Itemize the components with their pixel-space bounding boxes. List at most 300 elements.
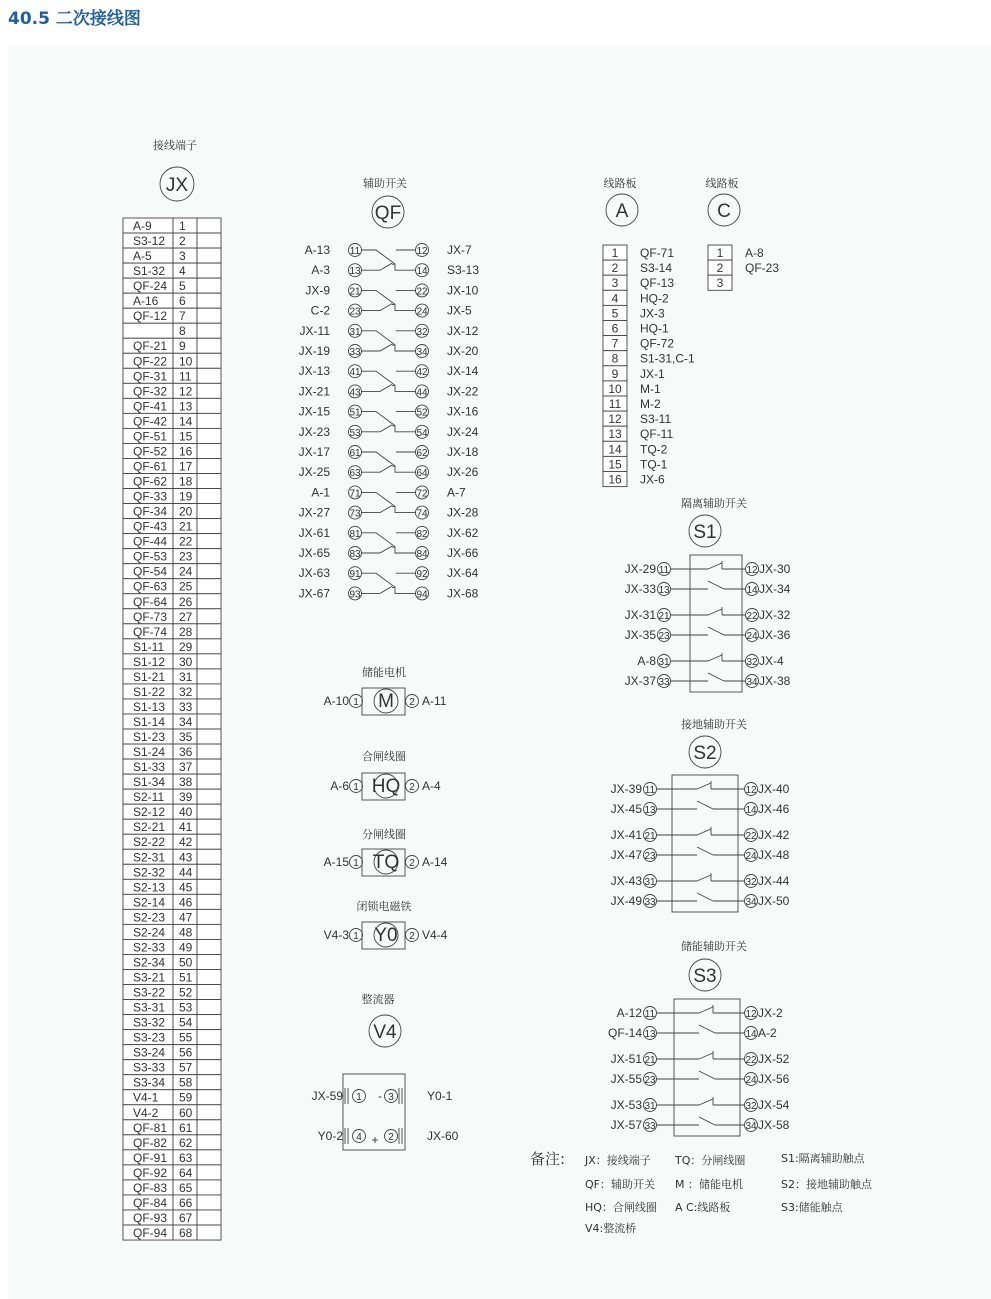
jx-row-number: 52 [179, 985, 193, 1000]
rectifier-left-label: Y0-2 [317, 1129, 343, 1143]
jx-row-number: 27 [179, 609, 193, 624]
switch-left-label: JX-45 [610, 802, 642, 816]
contact-blade [362, 412, 396, 426]
board-row-label: S1-31,C-1 [640, 351, 695, 366]
jx-row-label: QF-81 [133, 1120, 168, 1135]
jx-row-label: V4-1 [133, 1090, 159, 1105]
contact-blade [362, 425, 393, 432]
terminal-number: 14 [416, 266, 428, 278]
jx-blank-cell [197, 293, 221, 308]
jx-row-number: 58 [179, 1075, 193, 1090]
jx-row-label: S2-21 [133, 820, 166, 835]
terminal-number: 13 [644, 1029, 656, 1040]
jx-row [123, 458, 221, 473]
jx-row-label: S2-12 [133, 805, 166, 820]
jx-row [123, 834, 221, 849]
board_c-title: 线路板 [705, 177, 739, 190]
jx-blank-cell [197, 669, 221, 684]
jx-row [123, 1165, 221, 1180]
jx-row-number: 55 [179, 1030, 193, 1045]
terminal-number: 14 [745, 1029, 757, 1040]
jx-blank-cell [197, 1105, 221, 1120]
notes-legend [530, 1150, 873, 1235]
qf-left-label: JX-21 [298, 384, 330, 399]
wire [392, 345, 416, 351]
jx-row [123, 1060, 221, 1075]
jx-row [123, 564, 221, 579]
jx-blank-cell [197, 1090, 221, 1105]
jx-blank-cell [197, 970, 221, 985]
terminal-number: 22 [416, 286, 428, 298]
board-row-number: 5 [611, 306, 619, 321]
switch-row [611, 893, 790, 908]
qf-left-label: C-2 [310, 303, 330, 318]
jx-row-number: 66 [179, 1195, 193, 1210]
jx-blank-cell [197, 1075, 221, 1090]
switch-title: 接地辅助开关 [681, 718, 747, 731]
jx-row [123, 579, 221, 594]
jx-row [123, 774, 221, 789]
jx-row [123, 970, 221, 985]
note-item: JX：接线端子 [585, 1154, 651, 1167]
wire [392, 305, 416, 311]
jx-row-label: QF-34 [133, 504, 168, 519]
board-row-number: 2 [716, 261, 724, 276]
terminal-number: 21 [644, 1055, 656, 1066]
board-row-label: QF-71 [640, 246, 675, 260]
jx-blank-cell [197, 729, 221, 744]
switch-left-label: JX-53 [610, 1098, 642, 1112]
terminal-number: 52 [416, 407, 428, 419]
jx-blank-cell [197, 879, 221, 894]
contact-blade [699, 1007, 713, 1013]
contact-blade [699, 1099, 713, 1105]
terminal-number: 12 [746, 565, 758, 576]
board-row-number: 6 [611, 321, 619, 336]
terminal-number: 1 [353, 782, 359, 793]
device-symbol: HQ [371, 776, 401, 797]
jx-row-label: QF-24 [133, 279, 168, 294]
jx-row-label: QF-52 [133, 444, 168, 459]
jx-row-number: 14 [179, 414, 193, 429]
jx-row-number: 22 [179, 534, 193, 549]
device-left-label: A-6 [330, 779, 349, 793]
switch-right-label: JX-54 [758, 1098, 790, 1112]
jx-row [123, 489, 221, 504]
board_c [706, 176, 780, 290]
qf-row [300, 324, 479, 345]
contact-blade [697, 801, 713, 809]
qf-row [311, 485, 466, 506]
contact-blade [362, 384, 393, 391]
switch-left-label: JX-57 [610, 1118, 642, 1132]
contact-blade [708, 673, 724, 681]
terminal-number: 32 [416, 326, 428, 338]
jx-blank-cell [197, 594, 221, 609]
switch-s2 [611, 717, 790, 912]
terminal-number: 1 [356, 1092, 362, 1103]
terminal-number: 82 [416, 528, 428, 540]
jx-blank-cell [197, 954, 221, 969]
qf-row [299, 405, 479, 426]
jx-row-number: 36 [179, 745, 193, 760]
qf-left-label: JX-9 [305, 283, 330, 298]
board_a [603, 176, 695, 487]
jx-row-number: 1 [179, 219, 186, 233]
switch-left-label: JX-29 [624, 562, 656, 576]
jx-row [123, 1030, 221, 1045]
switch-row [611, 827, 790, 842]
jx-row-label: QF-84 [133, 1195, 168, 1210]
terminal-number: 23 [658, 631, 670, 642]
jx-row-label: S1-32 [133, 264, 166, 279]
jx-blank-cell [197, 759, 221, 774]
jx-blank-cell [197, 789, 221, 804]
switch-left-label: JX-33 [624, 582, 656, 596]
qf-left-label: JX-61 [298, 525, 330, 540]
jx-blank-cell [197, 624, 221, 639]
terminal-number: 32 [745, 877, 757, 888]
terminal-number: 12 [745, 785, 757, 796]
jx-row-label: QF-22 [133, 354, 168, 369]
jx-row-label: QF-21 [133, 339, 168, 354]
device-right-label: A-11 [422, 694, 447, 708]
contact-blade [362, 492, 396, 506]
note-item: QF：辅助开关 [585, 1178, 655, 1191]
jx-row [123, 504, 221, 519]
jx-row [123, 549, 221, 564]
switch-right-label: JX-32 [759, 608, 791, 622]
jx-row-number: 25 [179, 579, 193, 594]
board-row-number: 3 [611, 276, 619, 291]
jx-row-number: 61 [179, 1120, 193, 1135]
switch-right-label: JX-52 [758, 1052, 790, 1066]
qf-auxiliary-switch [299, 176, 480, 600]
board-row-number: 11 [608, 397, 622, 411]
qf-left-label: JX-23 [298, 424, 330, 439]
jx-row-label: QF-41 [133, 399, 168, 414]
board-row-number: 2 [611, 261, 619, 276]
jx-row [123, 218, 221, 233]
jx-row-number: 42 [179, 835, 193, 850]
terminal-number: 81 [349, 528, 361, 540]
jx-row [123, 639, 221, 654]
board-row-label: S3-14 [640, 261, 673, 276]
contact-blade [362, 344, 393, 351]
jx-row [123, 939, 221, 954]
jx-row-number: 34 [179, 714, 193, 729]
note-item: TQ：分闸线圈 [675, 1154, 746, 1167]
jx-row [123, 368, 221, 383]
jx-row-label: A-16 [133, 294, 159, 309]
terminal-number: 24 [745, 1075, 757, 1086]
switch-left-label: QF-14 [607, 1026, 642, 1040]
jx-row-number: 8 [179, 324, 186, 339]
board-row-label: JX-6 [640, 472, 665, 487]
terminal-number: 31 [349, 326, 361, 338]
switch-row [608, 1025, 777, 1040]
switch-right-label: JX-58 [758, 1118, 790, 1132]
terminal-number: 23 [644, 851, 656, 862]
jx-row-label: S1-21 [133, 669, 166, 684]
terminal-number: 13 [349, 266, 361, 278]
jx-row-label: A-9 [133, 219, 152, 233]
switch-row [637, 653, 784, 668]
jx-row [123, 278, 221, 293]
jx-blank-cell [197, 1045, 221, 1060]
wire [392, 587, 416, 593]
terminal-number: 12 [416, 246, 428, 257]
terminal-number: 43 [349, 387, 361, 399]
terminal-number: 94 [416, 589, 428, 601]
terminal-number: 1 [353, 858, 359, 869]
qf-row [311, 263, 479, 277]
note-item: S3:储能触点 [781, 1201, 843, 1214]
jx-row-number: 49 [179, 940, 193, 955]
switch-left-label: JX-47 [610, 848, 642, 862]
jx-row [123, 804, 221, 819]
jx-row-label: S1-22 [133, 684, 166, 699]
jx-row [123, 293, 221, 308]
board-row-label: QF-72 [640, 336, 675, 351]
qf-row [299, 586, 479, 600]
qf-row [305, 283, 478, 304]
contact-blade [362, 452, 396, 466]
jx-row-label: S3-32 [133, 1015, 166, 1030]
rectifier-v4 [312, 992, 459, 1150]
note-item: S2：接地辅助触点 [781, 1178, 872, 1191]
jx-row [123, 323, 221, 338]
jx-row [123, 1195, 221, 1210]
qf-row [299, 546, 479, 560]
jx-row [123, 519, 221, 534]
qf-left-label: JX-67 [298, 586, 330, 601]
switch-left-label: JX-49 [610, 894, 642, 908]
note-item: M ：储能电机 [675, 1178, 743, 1191]
device-symbol: TQ [372, 852, 400, 873]
switch-row [611, 781, 790, 796]
board-row-label: A-8 [745, 246, 764, 260]
qf-left-label: JX-15 [298, 404, 330, 419]
qf-left-label: JX-25 [298, 465, 330, 480]
switch-row [625, 561, 791, 576]
board-row-number: 15 [608, 457, 622, 472]
jx-row-label: QF-12 [133, 309, 168, 324]
switch-row [625, 627, 791, 642]
jx-blank-cell [197, 849, 221, 864]
terminal-number: 22 [745, 831, 757, 842]
wire [392, 547, 416, 553]
qf-left-label: JX-17 [298, 445, 330, 459]
jx-row-label: S2-23 [133, 910, 166, 925]
switch-row [611, 847, 790, 862]
jx-row-number: 60 [179, 1105, 193, 1120]
terminal-number: 71 [349, 488, 361, 500]
jx-row-number: 21 [179, 519, 193, 534]
jx-row-label: S1-12 [133, 654, 166, 669]
jx-row [123, 669, 221, 684]
switch-right-label: JX-40 [758, 782, 790, 796]
contact-blade [362, 290, 396, 304]
jx-blank-cell [197, 278, 221, 293]
terminal-number: 42 [416, 367, 428, 379]
jx-row [123, 398, 221, 413]
switch-right-label: JX-38 [759, 674, 791, 688]
switch-box [672, 775, 738, 912]
wire [392, 466, 416, 472]
switch-row [611, 873, 790, 888]
jx-blank-cell [197, 684, 221, 699]
jx-blank-cell [197, 383, 221, 398]
terminal-number: 1 [353, 697, 359, 708]
qf-row [305, 243, 472, 264]
terminal-number: 11 [644, 785, 656, 796]
jx-row-number: 23 [179, 549, 193, 564]
jx-blank-cell [197, 323, 221, 338]
jx-row-label: S1-33 [133, 760, 166, 775]
jx-blank-cell [197, 474, 221, 489]
jx-row-number: 2 [179, 234, 186, 249]
switch-row [611, 1071, 790, 1086]
switch-left-label: JX-51 [610, 1052, 642, 1066]
qf-right-label: JX-68 [447, 586, 479, 601]
board-row-number: 8 [611, 351, 619, 366]
jx-blank-cell [197, 443, 221, 458]
terminal-number: 24 [416, 306, 428, 318]
rectifier-symbol: V4 [373, 1022, 397, 1043]
qf-row [299, 506, 479, 520]
jx-row-number: 39 [179, 790, 193, 805]
jx-row-number: 43 [179, 850, 193, 865]
board-row-label: TQ-1 [640, 457, 668, 472]
jx-row-number: 17 [179, 459, 193, 474]
jx-row-number: 59 [179, 1090, 193, 1105]
contact-blade [708, 655, 722, 661]
terminal-number: 33 [349, 347, 361, 358]
board-row-number: 4 [611, 291, 619, 306]
device-tq [324, 827, 448, 876]
jx-row [123, 1150, 221, 1165]
jx-row-label: QF-83 [133, 1180, 168, 1195]
jx-row-number: 10 [179, 354, 193, 369]
jx-blank-cell [197, 924, 221, 939]
jx-row-number: 26 [179, 594, 193, 609]
jx-blank-cell [197, 804, 221, 819]
jx-blank-cell [197, 218, 221, 233]
contact-blade [708, 627, 724, 635]
jx-row-label: S3-22 [133, 985, 166, 1000]
board_a-symbol: A [615, 201, 629, 222]
jx-blank-cell [197, 519, 221, 534]
jx-row [123, 383, 221, 398]
jx-row [123, 1000, 221, 1015]
jx-blank-cell [197, 1150, 221, 1165]
terminal-number: 22 [746, 611, 758, 622]
board-row-label: M-2 [640, 397, 661, 411]
jx-row [123, 263, 221, 278]
jx-row-number: 40 [179, 805, 193, 820]
terminal-number: 41 [349, 367, 361, 379]
jx-row [123, 1045, 221, 1060]
terminal-number: 51 [349, 407, 361, 419]
terminal-number: 33 [644, 1121, 656, 1132]
switch-left-label: JX-37 [624, 674, 656, 688]
jx-row-label: QF-43 [133, 519, 168, 534]
jx-row [123, 759, 221, 774]
jx-row [123, 233, 221, 248]
jx-row-label: QF-82 [133, 1135, 168, 1150]
terminal-number: 84 [416, 549, 428, 560]
terminal-number: 1 [353, 931, 359, 942]
device-left-label: V4-3 [323, 928, 349, 942]
jx-row [123, 954, 221, 969]
note-item: A C:线路板 [675, 1201, 731, 1214]
jx-row-number: 13 [179, 399, 193, 414]
terminal-number: 31 [644, 877, 656, 888]
terminal-number: 24 [746, 631, 758, 642]
jx-row-label: QF-63 [133, 579, 168, 594]
qf-left-label: JX-11 [299, 323, 330, 338]
terminal-number: 61 [349, 448, 361, 459]
jx-row-number: 47 [179, 910, 193, 925]
jx-row-number: 45 [179, 880, 193, 895]
jx-row-label: S3-24 [133, 1045, 166, 1060]
jx-blank-cell [197, 894, 221, 909]
switch-left-label: A-12 [616, 1006, 642, 1020]
terminal-number: 33 [658, 677, 670, 688]
jx-row-number: 4 [179, 264, 186, 279]
terminal-number: 92 [416, 569, 428, 581]
jx-row-number: 37 [179, 760, 193, 775]
jx-row-number: 50 [179, 955, 193, 970]
qf-right-label: JX-14 [447, 364, 479, 379]
jx-row [123, 1225, 221, 1240]
board-row-label: M-1 [640, 381, 661, 396]
qf-right-label: JX-26 [447, 465, 479, 480]
switch-right-label: JX-44 [758, 874, 790, 888]
jx-row-label: QF-62 [133, 474, 168, 489]
jx-row [123, 308, 221, 323]
jx-row-number: 48 [179, 925, 193, 940]
qf-right-label: JX-62 [447, 525, 479, 540]
board-row-number: 12 [608, 412, 622, 427]
jx-row-label: S2-24 [133, 925, 166, 940]
jx-row [123, 474, 221, 489]
jx-terminal-block [123, 138, 221, 1240]
jx-row-number: 28 [179, 624, 193, 639]
jx-row [123, 879, 221, 894]
terminal-number: 34 [416, 347, 428, 358]
jx-row-number: 11 [179, 369, 192, 384]
terminal-number: 14 [746, 585, 758, 596]
jx-row-number: 41 [179, 820, 193, 835]
jx-row-number: 54 [179, 1015, 193, 1030]
device-title: 分闸线圈 [362, 828, 406, 841]
jx-blank-cell [197, 263, 221, 278]
switch-right-label: JX-2 [758, 1006, 783, 1020]
board-row-label: QF-23 [745, 261, 780, 276]
jx-row-number: 56 [179, 1045, 193, 1060]
jx-row-label: QF-51 [133, 429, 168, 444]
qf-left-label: JX-13 [298, 364, 330, 379]
jx-blank-cell [197, 1060, 221, 1075]
jx-row-label: QF-92 [133, 1165, 168, 1180]
jx-row-number: 67 [179, 1210, 193, 1225]
board-row-number: 1 [611, 246, 619, 260]
jx-row [123, 609, 221, 624]
switch-left-label: JX-39 [610, 782, 642, 796]
jx-row [123, 654, 221, 669]
